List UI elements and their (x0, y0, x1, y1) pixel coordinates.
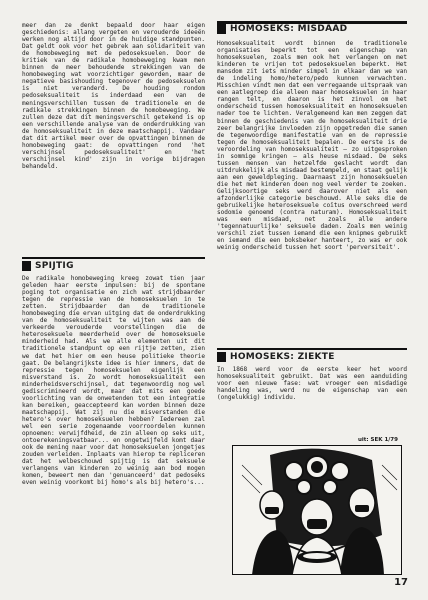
misdaad-title: HOMOSEKS: MISDAAD (230, 23, 348, 34)
ziekte-title: HOMOSEKS: ZIEKTE (230, 351, 335, 362)
left-paragraph-2: De radikale homobeweging kreeg zowat tien jaar geleden haar eerste impulsen: bij de spontane poging tot organisatie en zich wat strijdbaarder tegen de repressie van de homoseksuelen in te zetten. Strijdbaarder dan de traditionele homobeweging die ervan uitging dat de onderdrukking van de homoseksualiteit te wijten was aan de verkeerde verouderde voorstellingen die de heteroseksuele meerderheid over de homoseksuele minderheid had. Als we alle elementen uit dit traditionele standpunt op een rijtje zetten, zien we dat het hier om een heuse politieke theorie gaat. De belangrijkste idee is hier immers, dat de repressie tegen homoseksuelen eigenlijk een misverstand is. Zo wordt homoseksualiteit een minderheidsverschijnsel, dat tegenwoordig nog wel gediscrimineerd wordt, maar dat mits een goede voorlichting van de onwetenden tot een integratie kan bereiken, geaccepteerd kan worden binnen deze maatschappij. Wat zij nu die misverstanden die hetero's over homoseksuelen hebben? Iedereen zal wel een serie zogenaamde voorroordelen kunnen opnoemen: verwijfdheid, de zin alleen op seks uit, ontoerekeningsvatbaar... en ongetwijfeld komt daar ook de mening naar voor dat homoseksuelen jongetjes zouden verleiden. Inplaats van hierop te repliceren dat het welbeschouwd spijtig is dat seksuele verlangens van kinderen zo weinig aan bod mogen komen, beweert men dan 'genuanceerd' dat pedoseks even weinig voorkomt bij homo's als bij hetero's... (22, 275, 205, 487)
header-marker-icon (22, 261, 31, 271)
left-paragraph-1: meer dan ze denkt bepaald door haar eigen geschiedenis: allang vergeten en verouderde ideeën werken nog altijd door in de huidige standpunten. Dat geldt ook voor het gebrek aan solidariteit van de homobeweging met de pedoseksuelen. Door de kritiek van de radikale homobeweging kwam men binnen de meer behoudende strekkingen van de homobeweging wat voorzichtiger geworden, maar de negatieve basishouding tegenover de pedoseksuelen is niet veranderd. De houding rondom pedoseksualiteit is inderdaad een van de meningsverschillen tussen de traditionele en de radikale strekkingen binnen de homobeweging. We zullen deze dat dit meningsverschil getekend is op een verschillende analyse van de onderdrukking van de homoseksualiteit in deze maatschappij. Vandaar dat dit artikel meer over de opvattingen binnen de homobeweging gaat: de opvattingen rond 'het verschijnsel pedoseksualiteit' en 'het verschijnsel kind' zijn in vorige bijdragen behandeld. (22, 22, 205, 170)
header-marker-icon (217, 352, 226, 362)
misdaad-header-rule (217, 21, 407, 24)
right-column-lower (217, 366, 407, 401)
misdaad-header (217, 22, 407, 35)
right-column-upper (217, 40, 407, 251)
spijtig-title: SPIJTIG (35, 260, 74, 271)
page-number: 17 (394, 577, 408, 588)
right-paragraph-4: In 1868 werd voor de eerste keer het woord homoseksualiteit gebruikt. Dat was een aanduiding voor een nieuwe fase: wat vroeger een misdadige handeling was, werd nu de eigenschap van een (ongelukkig) individu. (217, 366, 407, 402)
illustration-image (232, 445, 402, 575)
photo-caption: uit: SEK 1/79 (358, 437, 398, 443)
left-column (22, 22, 205, 260)
header-marker-icon (217, 24, 226, 34)
spijtig-header (22, 257, 205, 272)
illustration-drawing (232, 445, 402, 575)
left-column-lower (22, 275, 205, 486)
ziekte-header (217, 348, 407, 363)
right-paragraph-3: Homoseksualiteit wordt binnen de traditionele organisaties beperkt tot een eigenschap van homoseksuelen, zoals men ook het verlangen om met kinderen te vrijen tot pedoseksuelen beperkt. Het mansdom zit iets minder simpel in elkaar dan we van de indeling homo/hetero/pedo kunnen verwachten. Misschien vindt men dat een verregaande uitspraak van een aatlegroep die alleen maar homoseksuelen in haar rangen telt, en daaron is het zinvol om het onderscheid tussen homoseksualiteit en homoseksuelen nader toe te lichten. Veralgemeend kan men zeggen dat binnen de geschiedenis van de homoseksualiteit drie zeer belangrijke invloeden zijn opgetreden die samen de tegenwoordige manifestatie van en de repressie tegen de homoseksualiteit bepalen. De eerste is de veroordeling van homoseksualiteit — zo uitgesproken in sommige kringen — als heuse misdaad. De seks tussen mensen van hetzelfde geslacht wordt dan uitdrukkelijk als misdaad bestempeld, en staat gelijk aan een geweldpleging. Daarnaast zijn homoseksuelen die het met kinderen doen nog veel verder te zoeken. Gelijksoortige seks werd daarover niet als een afzonderlijke categorie beschouwd. Alle seks die de gebruikelijke heteroseksuele coïtus overschreed werd sodomie genoemd (contra naturam). Homoseksualiteit was een misdaad, net zoals alle andere 'tegennatuurlijke' seksuele daden. Zoals men weinig verschil ziet tussen iemand die een knipmes gebruikt en iemand die een boksbeker hanteert, zo was er ook weinig onderscheid tussen het soort 'perversiteit'. (217, 40, 407, 252)
